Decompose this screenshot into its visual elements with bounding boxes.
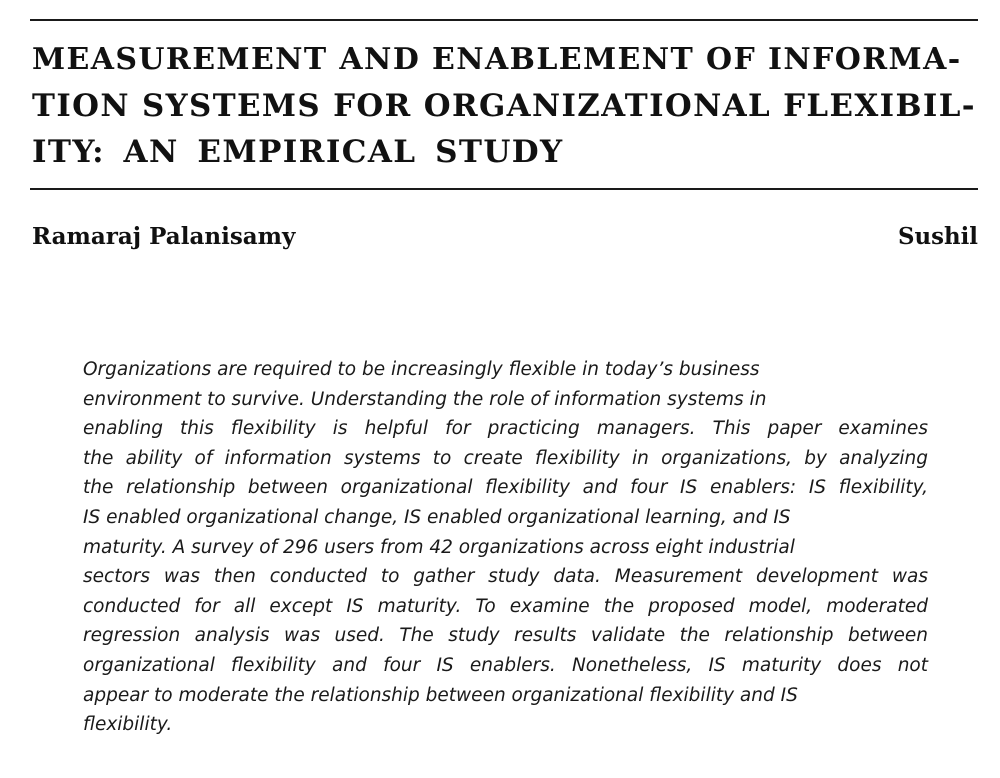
abstract <box>83 355 928 740</box>
title-divider-rule <box>30 188 978 190</box>
author-name: Sushil <box>898 224 978 250</box>
title-line: MEASUREMENT AND ENABLEMENT OF INFORMA- <box>32 42 962 77</box>
paper-title <box>32 37 978 175</box>
abstract-line: organizational flexibility and four IS enablers. Nonetheless, IS maturity does not <box>83 654 928 676</box>
abstract-line: conducted for all except IS maturity. To examine the proposed model, moderated <box>83 595 928 617</box>
abstract-line: Organizations are required to be increasingly flexible in today’s business <box>83 359 760 380</box>
abstract-line: the ability of information systems to create flexibility in organizations, by analyzing <box>83 447 928 469</box>
abstract-line: appear to moderate the relationship between organizational flexibility and IS <box>83 684 798 706</box>
top-rule <box>30 19 978 21</box>
abstract-line: sectors was then conducted to gather study data. Measurement development was <box>83 566 928 588</box>
abstract-line: flexibility. <box>83 714 173 736</box>
abstract-line: IS enabled organizational change, IS enabled organizational learning, and IS <box>83 506 791 528</box>
title-line: TION SYSTEMS FOR ORGANIZATIONAL FLEXIBIL- <box>32 88 976 124</box>
title-line: ITY: AN EMPIRICAL STUDY <box>32 134 564 170</box>
author-name: Ramaraj Palanisamy <box>32 223 296 250</box>
abstract-line: maturity. A survey of 296 users from 42 organizations across eight industrial <box>83 536 795 558</box>
abstract-line: regression analysis was used. The study results validate the relationship between <box>83 625 928 647</box>
abstract-line: environment to survive. Understanding the role of information systems in <box>83 388 767 410</box>
abstract-line: enabling this flexibility is helpful for practicing managers. This paper examines <box>83 418 928 440</box>
abstract-line: the relationship between organizational flexibility and four IS enablers: IS flexibility, <box>83 477 928 499</box>
